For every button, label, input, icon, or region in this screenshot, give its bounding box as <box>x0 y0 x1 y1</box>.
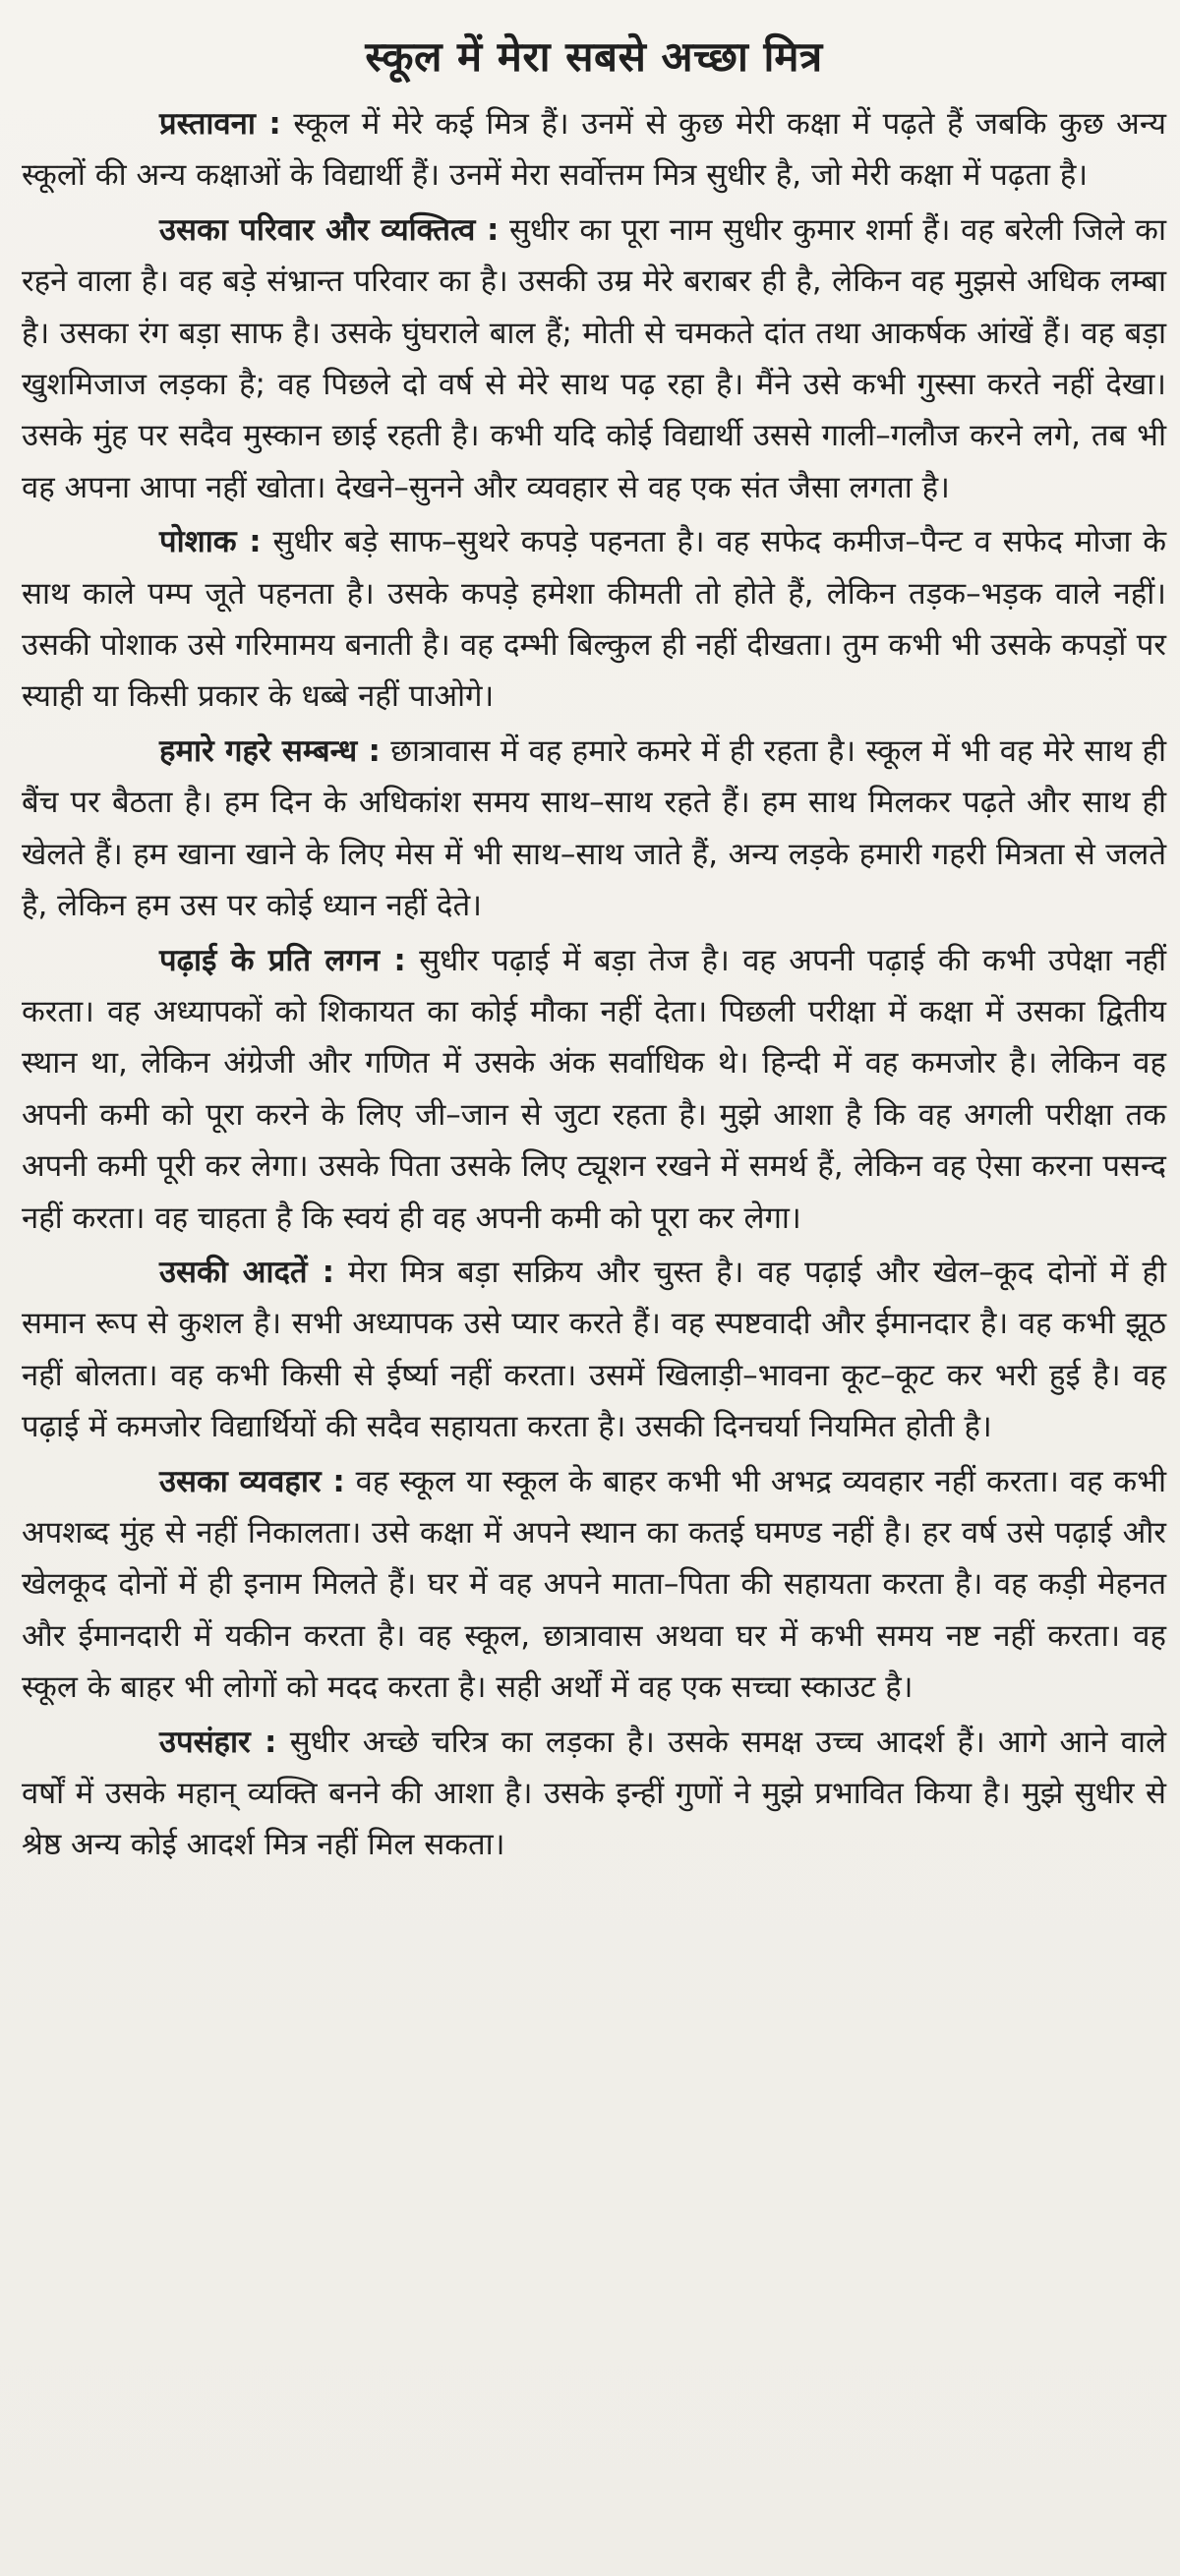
section-heading: उपसंहार : <box>159 1724 277 1760</box>
section-heading: प्रस्तावना : <box>159 106 281 142</box>
section-habits <box>22 1247 1166 1453</box>
section-dress <box>22 516 1166 723</box>
section-heading: पढ़ाई के प्रति लगन : <box>159 942 406 978</box>
section-text: मेरा मित्र बड़ा सक्रिय और चुस्त है। वह पढ़ाई और खेल–कूद दोनों में ही समान रूप से कुशल है। सभी अध्यापक उसे प्यार करते हैं। वह स्पष्टवादी और ईमानदार है। वह कभी झूठ नहीं बोलता। वह कभी किसी से ईर्ष्या नहीं करता। उसमें खिलाड़ी–भावना कूट–कूट कर भरी हुई है। वह पढ़ाई में कमजोर विद्यार्थियों की सदैव सहायता करता है। उसकी दिनचर्या नियमित होती है। <box>22 1254 1166 1445</box>
section-text: स्कूल में मेरे कई मित्र हैं। उनमें से कुछ मेरी कक्षा में पढ़ते हैं जबकि कुछ अन्य स्कूलों की अन्य कक्षाओं के विद्यार्थी हैं। उनमें मेरा सर्वोत्तम मित्र सुधीर है, जो मेरी कक्षा में पढ़ता है। <box>22 106 1166 194</box>
section-studies <box>22 935 1166 1244</box>
document-title: स्कूल में मेरा सबसे अच्छा मित्र <box>365 32 823 81</box>
section-introduction <box>22 98 1166 202</box>
section-text: सुधीर का पूरा नाम सुधीर कुमार शर्मा हैं। वह बरेली जिले का रहने वाला है। वह बड़े संभ्रान्त परिवार का है। उसकी उम्र मेरे बराबर ही है, लेकिन वह मुझसे अधिक लम्बा है। उसका रंग बड़ा साफ है। उसके घुंघराले बाल हैं; मोती से चमकते दांत तथा आकर्षक आंखें हैं। वह बड़ा खुशमिजाज लड़का है; वह पिछले दो वर्ष से मेरे साथ पढ़ रहा है। मैंने उसे कभी गुस्सा करते नहीं देखा। उसके मुंह पर सदैव मुस्कान छाई रहती है। कभी यदि कोई विद्यार्थी उससे गाली–गलौज करने लगे, तब भी वह अपना आपा नहीं खोता। देखने–सुनने और व्यवहार से वह एक संत जैसा लगता है। <box>22 211 1166 505</box>
section-text: सुधीर पढ़ाई में बड़ा तेज है। वह अपनी पढ़ाई की कभी उपेक्षा नहीं करता। वह अध्यापकों को शिकायत का कोई मौका नहीं देता। पिछली परीक्षा में कक्षा में उसका द्वितीय स्थान था, लेकिन अंग्रेजी और गणित में उसके अंक सर्वाधिक थे। हिन्दी में वह कमजोर है। लेकिन वह अपनी कमी को पूरा करने के लिए जी–जान से जुटा रहता है। मुझे आशा है कि वह अगली परीक्षा तक अपनी कमी पूरी कर लेगा। उसके पिता उसके लिए ट्यूशन रखने में समर्थ हैं, लेकिन वह ऐसा करना पसन्द नहीं करता। वह चाहता है कि स्वयं ही वह अपनी कमी को पूरा कर लेगा। <box>22 942 1167 1236</box>
section-conclusion <box>22 1717 1166 1871</box>
section-text: वह स्कूल या स्कूल के बाहर कभी भी अभद्र व्यवहार नहीं करता। वह कभी अपशब्द मुंह से नहीं निकालता। उसे कक्षा में अपने स्थान का कतई घमण्ड नहीं है। हर वर्ष उसे पढ़ाई और खेलकूद दोनों में ही इनाम मिलते हैं। घर में वह अपने माता–पिता की सहायता करता है। वह कड़ी मेहनत और ईमानदारी में यकीन करता है। वह स्कूल, छात्रावास अथवा घर में कभी समय नष्ट नहीं करता। वह स्कूल के बाहर भी लोगों को मदद करता है। सही अर्थों में वह एक सच्चा स्काउट है। <box>22 1463 1167 1706</box>
section-relationship <box>22 726 1166 932</box>
section-behaviour <box>22 1456 1166 1714</box>
section-heading: हमारे गहरे सम्बन्ध : <box>159 732 381 769</box>
section-heading: पोशाक : <box>159 524 262 560</box>
section-text: सुधीर बड़े साफ–सुथरे कपड़े पहनता है। वह सफेद कमीज–पैन्ट व सफेद मोजा के साथ काले पम्प जूते पहनता है। उसके कपड़े हमेशा कीमती तो होते हैं, लेकिन तड़क–भड़क वाले नहीं। उसकी पोशाक उसे गरिमामय बनाती है। वह दम्भी बिल्कुल ही नहीं दीखता। तुम कभी भी उसके कपड़ों पर स्याही या किसी प्रकार के धब्बे नहीं पाओगे। <box>22 524 1167 715</box>
section-heading: उसका व्यवहार : <box>159 1463 345 1499</box>
section-text: छात्रावास में वह हमारे कमरे में ही रहता है। स्कूल में भी वह मेरे साथ ही बैंच पर बैठता है। हम दिन के अधिकांश समय साथ–साथ रहते हैं। हम साथ मिलकर पढ़ते और साथ ही खेलते हैं। हम खाना खाने के लिए मेस में भी साथ–साथ जाते हैं, अन्य लड़के हमारी गहरी मित्रता से जलते है, लेकिन हम उस पर कोई ध्यान नहीं देते। <box>22 732 1166 924</box>
section-heading: उसकी आदतें : <box>159 1254 334 1290</box>
section-heading: उसका परिवार और व्यक्तित्व : <box>159 211 500 248</box>
section-family-personality <box>22 205 1166 513</box>
section-text: सुधीर अच्छे चरित्र का लड़का है। उसके समक्ष उच्च आदर्श हैं। आगे आने वाले वर्षों में उसके महान् व्यक्ति बनने की आशा है। उसके इन्हीं गुणों ने मुझे प्रभावित किया है। मुझे सुधीर से श्रेष्ठ अन्य कोई आदर्श मित्र नहीं मिल सकता। <box>22 1724 1167 1863</box>
